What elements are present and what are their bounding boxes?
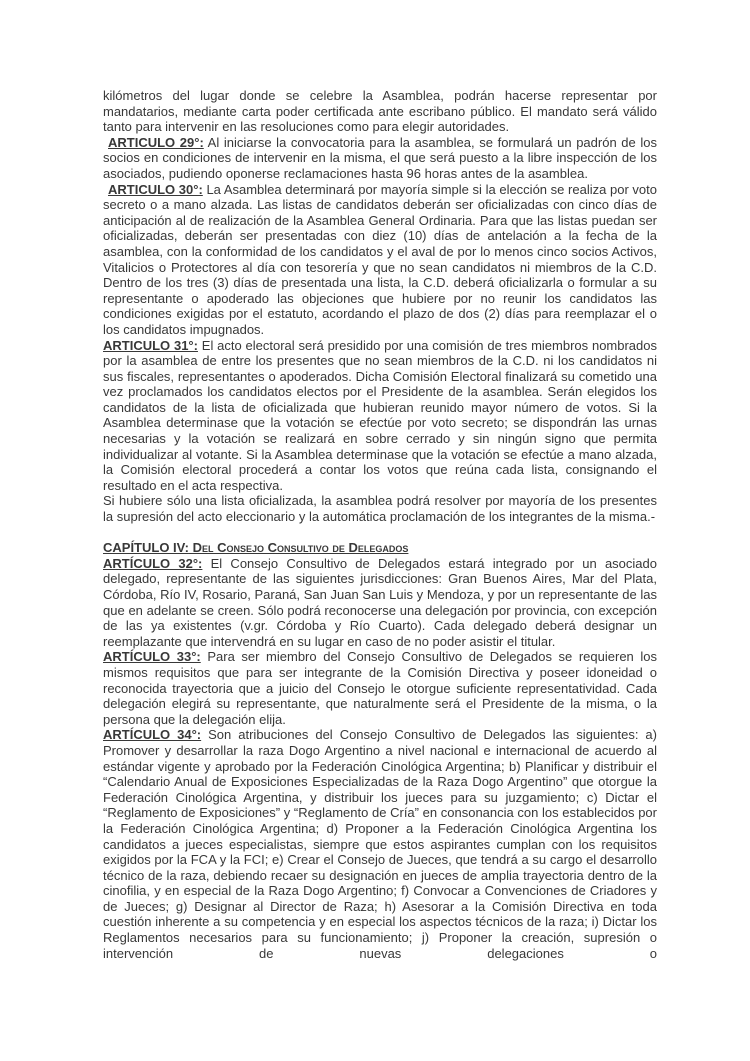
chapter-4-heading — [103, 540, 657, 556]
paragraph-art28-continuation: kilómetros del lugar donde se celebre la Asamblea, podrán hacerse representar por mandatarios, mediante carta poder certificada ante escribano público. El mandato será válido tanto para intervenir en las resoluciones como para elegir autoridades. — [103, 88, 657, 135]
paragraph-single-list: Si hubiere sólo una lista oficializada, la asamblea podrá resolver por mayoría de los presentes la supresión del acto eleccionario y la automática proclamación de los integrantes de la misma.- — [103, 493, 657, 525]
articulo-32-label: ARTÍCULO 32°: — [103, 555, 203, 571]
paragraph-articulo-30 — [103, 182, 657, 338]
articulo-31-label: ARTICULO 31°: — [103, 337, 198, 353]
paragraph-articulo-32 — [103, 556, 657, 650]
articulo-30-label: ARTICULO 30°: — [108, 181, 203, 197]
paragraph-articulo-34 — [103, 727, 657, 961]
articulo-32-body: El Consejo Consultivo de Delegados estará integrado por un asociado delegado, representante de las siguientes jurisdicciones: Gran Buenos Aires, Mar del Plata, Córdoba, Río IV, Rosario, Paraná, San Juan San Luis y Mendoza, y por un representante de las que en adelante se creen. Sólo podrá reconocerse una delegación por provincia, con excepción de las ya existentes (v.gr. Córdoba y Río Cuarto). Cada delegado deberá designar un reemplazante que intervendrá en su lugar en caso de no poder asistir el titular. — [103, 555, 657, 649]
articulo-30-body: La Asamblea determinará por mayoría simple si la elección se realiza por voto secreto o a mano alzada. Las listas de candidatos deberán ser oficializadas con cinco días de anticipación al de realización de la Asamblea General Ordinaria. Para que las listas puedan ser oficializadas, deberán ser presentadas con diez (10) días de antelación a la fecha de la asamblea, con la conformidad de los candidatos y el aval de por lo menos cinco socios Activos, Vitalicios o Protectores al día con tesorería y que no sean candidatos ni miembros de la C.D. Dentro de los tres (3) días de presentada una lista, la C.D. deberá oficializarla o formular a su representante o apoderado las objeciones que hubiere por no reunir los candidatos las condiciones exigidas por el estatuto, acordando el plazo de dos (2) días para reemplazar el o los candidatos impugnados. — [103, 181, 657, 337]
articulo-33-body: Para ser miembro del Consejo Consultivo de Delegados se requieren los mismos requisitos que para ser integrante de la Comisión Directiva y poseer idoneidad o reconocida trayectoria que a juicio del Consejo le otorgue suficiente representatividad. Cada delegación elegirá su representante, que naturalmente será el Presidente de la misma, o la persona que la delegación elija. — [103, 649, 657, 727]
chapter-4-heading-underline — [103, 540, 408, 555]
document-text-column — [103, 88, 657, 961]
chapter-4-heading-title: Del Consejo Consultivo de Delegados — [188, 540, 409, 556]
articulo-33-label: ARTÍCULO 33°: — [103, 649, 201, 665]
articulo-29-body: Al iniciarse la convocatoria para la asamblea, se formulará un padrón de los socios en condiciones de intervenir en la misma, el que será puesto a la libre inspección de los asociados, pudiendo oponerse reclamaciones hasta 96 horas antes de la asamblea. — [103, 134, 658, 181]
articulo-34-label: ARTÍCULO 34°: — [103, 727, 202, 743]
blank-line-spacer — [103, 525, 657, 541]
paragraph-articulo-29 — [103, 135, 657, 182]
articulo-29-label: ARTICULO 29°: — [108, 134, 204, 150]
articulo-31-body: El acto electoral será presidido por una comisión de tres miembros nombrados por la asamblea de entre los presentes que no sean miembros de la C.D. ni los candidatos ni sus fiscales, representantes o apoderados. Dicha Comisión Electoral finalizará su cometido una vez proclamados los candidatos electos por el Presidente de la asamblea. Serán elegidos los candidatos de la lista de oficializada que hubieran reunido mayor número de votos. Si la Asamblea determinase que la votación se efectúe por voto secreto; se dispondrán las urnas necesarias y la votación se realizará en sobre cerrado y sin ningún signo que permita individualizar al votante. Si la Asamblea determinase que la votación se efectúe a mano alzada, la Comisión electoral procederá a contar los votos que reúna cada lista, consignando el resultado en el acta respectiva. — [103, 337, 657, 493]
paragraph-articulo-31 — [103, 338, 657, 494]
chapter-4-heading-prefix: CAPÍTULO IV: — [103, 540, 189, 556]
articulo-34-body: Son atribuciones del Consejo Consultivo de Delegados las siguientes: a) Promover y desarrollar la raza Dogo Argentino a nivel nacional e internacional de acuerdo al estándar vigente y aprobado por la Federación Cinológica Argentina; b) Planificar y distribuir el “Calendario Anual de Exposiciones Especializadas de la Raza Dogo Argentino” que otorgue la Federación Cinológica Argentina, y distribuir los jueces para su juzgamiento; c) Dictar el “Reglamento de Exposiciones” y “Reglamento de Cría” en consonancia con los establecidos por la Federación Cinológica Argentina; d) Proponer a la Federación Cinológica Argentina los candidatos a jueces especialistas, siempre que estos aspirantes cumplan con los requisitos exigidos por la FCA y la FCI; e) Crear el Consejo de Jueces, que tendrá a su cargo el desarrollo técnico de la raza, debiendo recaer su designación en jueces de amplia trayectoria dentro de la cinofilia, y en especial de la Raza Dogo Argentino; f) Convocar a Convenciones de Criadores y de Jueces; g) Designar al Director de Raza; h) Asesorar a la Comisión Directiva en toda cuestión inherente a su competencia y en especial los aspectos técnicos de la raza; i) Dictar los Reglamentos necesarios para su funcionamiento; j) Proponer la creación, supresión o intervención de nuevas delegaciones o — [103, 727, 657, 961]
paragraph-articulo-33 — [103, 649, 657, 727]
